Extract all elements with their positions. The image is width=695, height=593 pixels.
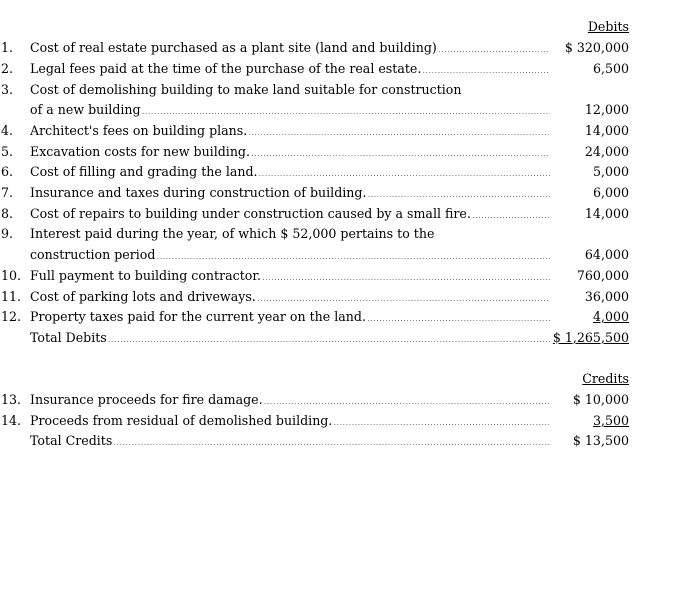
item-number: 3. — [1, 82, 14, 97]
item-description: Legal fees paid at the time of the purchase of the real estate. . . . — [30, 59, 550, 82]
item-amount: 12,000 — [584, 102, 629, 117]
item-amount-wrapper — [587, 411, 629, 431]
item-number: 14. — [1, 413, 22, 428]
item-description-continued: of a new building . . . — [30, 100, 550, 123]
total-credits-amount: $ 13,500 — [572, 433, 629, 448]
item-description-continued: construction period . . . — [30, 245, 550, 268]
item-amount: 36,000 — [584, 289, 629, 304]
ledger-row — [0, 266, 695, 286]
item-number: 10. — [1, 268, 22, 283]
ledger-row — [0, 390, 695, 410]
item-number: 1. — [1, 40, 14, 55]
ledger-row-continuation — [0, 245, 695, 265]
item-description: Cost of repairs to building under construction caused by a small fire. . . . — [30, 204, 550, 227]
ledger-row — [0, 411, 695, 431]
item-number: 9. — [1, 226, 14, 241]
ledger-row — [0, 224, 695, 244]
item-number: 13. — [1, 392, 22, 407]
item-number: 6. — [1, 164, 14, 179]
item-amount: 64,000 — [584, 247, 629, 262]
item-description: Cost of demolishing building to make land suitable for construction — [30, 82, 462, 97]
item-description: Interest paid during the year, of which $ 52,000 pertains to the — [30, 226, 435, 241]
item-number: 7. — [1, 185, 14, 200]
item-amount: $ 10,000 — [572, 392, 629, 407]
total-credits-row — [0, 431, 695, 451]
item-description: Excavation costs for new building. . . . — [30, 142, 550, 165]
ledger-row — [0, 162, 695, 182]
ledger-row — [0, 121, 695, 141]
ledger-row — [0, 204, 695, 224]
item-amount: 5,000 — [592, 164, 629, 179]
credits-header: Credits — [582, 371, 629, 386]
item-amount: 6,000 — [592, 185, 629, 200]
item-number: 12. — [1, 309, 22, 324]
item-amount-wrapper — [579, 307, 629, 327]
item-number: 5. — [1, 144, 14, 159]
ledger-row — [0, 287, 695, 307]
ledger-row-continuation — [0, 100, 695, 120]
item-description: Insurance and taxes during construction of building. . . . — [30, 183, 550, 206]
item-number: 11. — [1, 289, 22, 304]
ledger-row — [0, 142, 695, 162]
total-debits-amount: $ 1,265,500 — [552, 330, 629, 345]
item-amount: 14,000 — [584, 123, 629, 138]
total-debits-label: Total Debits . . . — [30, 328, 550, 351]
debits-header: Debits — [587, 19, 629, 34]
item-amount: $ 320,000 — [564, 40, 629, 55]
ledger-row — [0, 307, 695, 327]
item-amount: 14,000 — [584, 206, 629, 221]
item-number: 2. — [1, 61, 14, 76]
item-description: Property taxes paid for the current year on the land. . . . — [30, 307, 550, 330]
item-amount: 4,000 — [592, 309, 629, 324]
item-description: Proceeds from residual of demolished building. . . . — [30, 411, 550, 434]
item-number: 4. — [1, 123, 14, 138]
total-debits-row — [0, 328, 695, 348]
ledger-row — [0, 183, 695, 203]
credits-header-row — [0, 369, 695, 389]
debits-header-row — [0, 17, 695, 37]
item-description: Cost of filling and grading the land. . . . — [30, 162, 550, 185]
item-description: Architect's fees on building plans. . . . — [30, 121, 550, 144]
item-number: 8. — [1, 206, 14, 221]
item-description: Cost of parking lots and driveways. . . . — [30, 287, 550, 310]
item-amount: 24,000 — [584, 144, 629, 159]
item-amount: 3,500 — [592, 413, 629, 428]
item-amount: 760,000 — [576, 268, 629, 283]
item-description: Insurance proceeds for fire damage. . . . — [30, 390, 550, 413]
item-description: Full payment to building contractor. . . . — [30, 266, 550, 289]
ledger-row — [0, 59, 695, 79]
ledger-row — [0, 38, 695, 58]
item-amount: 6,500 — [592, 61, 629, 76]
total-credits-label: Total Credits . . . — [30, 431, 550, 454]
ledger-row — [0, 80, 695, 100]
item-description: Cost of real estate purchased as a plant site (land and building) . . . — [30, 38, 550, 61]
